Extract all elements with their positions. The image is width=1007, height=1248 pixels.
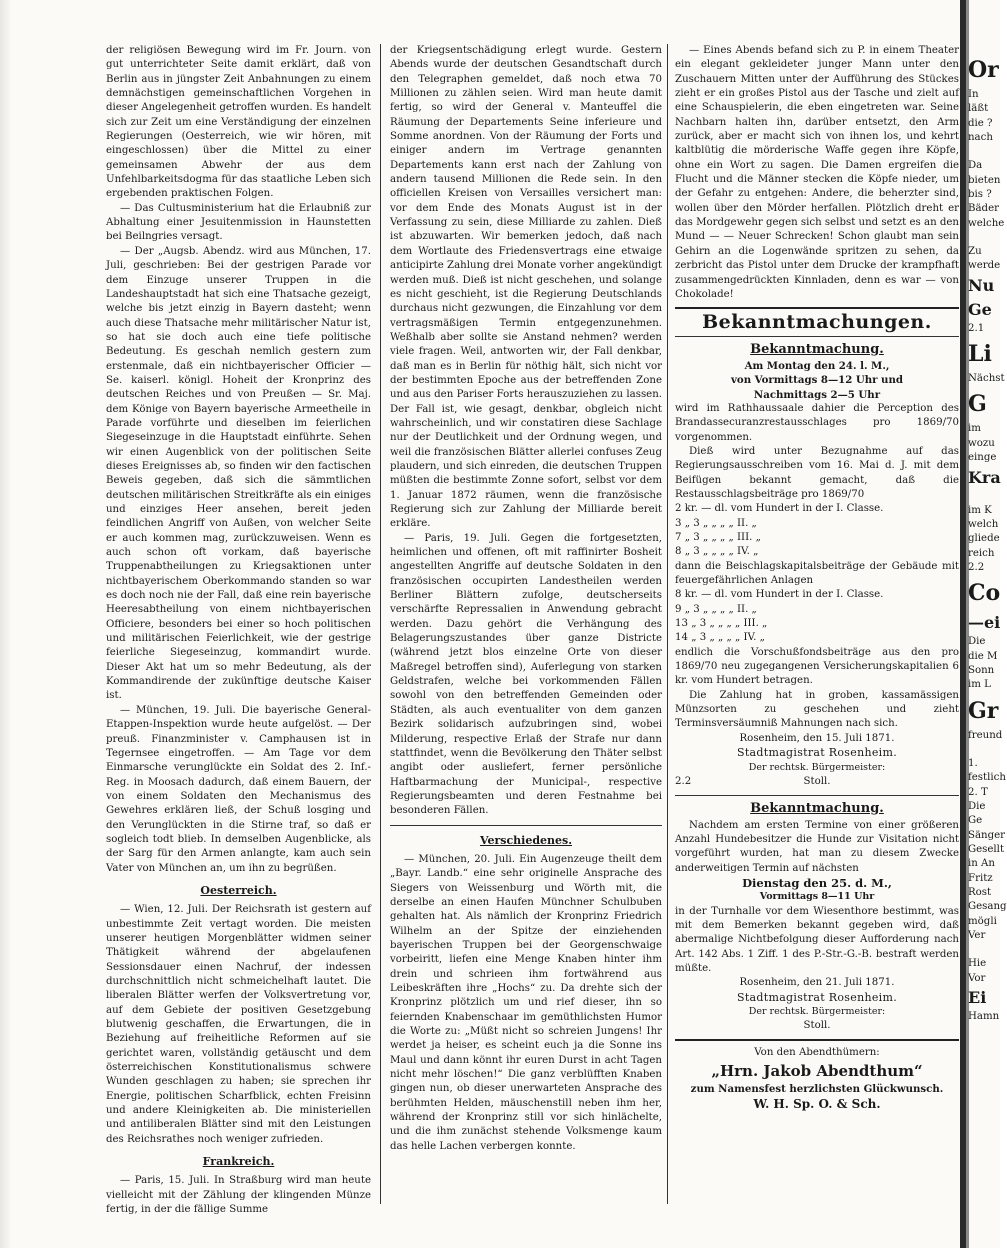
announcement-time-line: von Vormittags 8—12 Uhr und bbox=[730, 374, 903, 387]
rate-row: 2 kr. — dl. vom Hundert in der I. Classe. bbox=[675, 503, 884, 515]
rate-row: 13 „ 3 „ „ „ „ III. „ bbox=[675, 618, 768, 630]
column-divider-2 bbox=[667, 44, 668, 1204]
cutoff-text: in An bbox=[968, 858, 995, 870]
announcement-time-line-2: Nachmittags 2—5 Uhr bbox=[753, 388, 881, 401]
divider bbox=[675, 1039, 959, 1041]
rate-row: 8 „ 3 „ „ „ „ IV. „ bbox=[675, 546, 759, 558]
column-3 bbox=[675, 44, 959, 1204]
announcement-date-line: Am Montag den 24. l. M., bbox=[744, 359, 890, 372]
cutoff-text: Kra bbox=[968, 467, 1001, 487]
cutoff-text: 2.2 bbox=[968, 561, 985, 573]
cutoff-text: im L bbox=[968, 679, 991, 691]
article-munich-20-july: — München, 20. Juli. Ein Augenzeuge theilt dem „Bayr. Landb.“ eine sehr originelle Ansprache des Siegers von Weissenburg und Wörth mit, die derselbe an einen Haufen Münchner Schulbuben gehalten hat. Als nämlich der Kronprinz Friedrich Wilhelm an der Spitze der einziehenden bayerischen Truppen bei der Georgenschwaige vorbeiritt, liefen eine Menge Knaben hinter ihm drein und schrieen ihm fortwährend aus Leibeskräften ihre „Hochs“ zu. Da drehte sich der Kronprinz plötzlich um und rief dieser, ihn so feiernden Knabenschaar im gemüthlichsten Humor die Worte zu: „Müßt nicht so schreien Jungens! Ihr werdet ja heiser, es scheint euch ja die Sonne ins Maul und dann könnt ihr euren Durst in acht Tagen nicht mehr löschen!“ Die ganz verblüfften Knaben gingen nun, ob dieser unerwarteten Ansprache des berühmten Helden, mäuschenstill neben ihm her, während der Kronprinz still vor sich hinlächelte, und die ihm zunächst stehende Volksmenge kaum das helle Lachen verbergen konnte. bbox=[390, 853, 662, 1152]
article-war-indemnity: der Kriegsentschädigung erlegt wurde. Gestern Abends wurde der deutschen Gesandtschaft durch den Telegraphen gemeldet, daß noch etwa 70 Millionen zu zählen seien. Wird man heute damit fertig, so wird der General v. Manteuffel die Räumung der Departements Seine inferieure und Somme anordnen. Von der Räumung der Forts und einiger andern im Vertrage genannten Departements kann erst nach der Zahlung von andern tausend Millionen die Rede sein. In den officiellen Kreisen von Versailles versichert man: vor dem Ende des Monats August ist in der Verfassung zu sein, diese Milliarde zu zahlen. Dieß ist abzuwarten. Wir bemerken jedoch, daß nach dem Wortlaute des Friedensvertrags eine etwaige anticipirte Zahlung drei Monate vorher angekündigt werden muß. Dieß ist nicht geschehen, und solange es nicht geschieht, ist die Regierung Deutschlands durchaus nicht gezwungen, die Einzahlung vor dem vertragsmäßigen Termin entgegenzunehmen. Weßhalb aber sollte sie Anstand nehmen? werden viele fragen. Weil, antworten wir, der Fall denkbar, daß man es in Berlin für nöthig hält, sich nicht vor der bestimmten Epoche aus der betreffenden Zone und aus den Pariser Forts herauszuziehen zu lassen. Der Fall ist, wie gesagt, denkbar, obgleich nicht wahrscheinlich, und wir constatiren diese Sachlage nur der Deutlichkeit und der Ordnung wegen, und weil die französischen Blätter allerlei confuses Zeug plaudern, und sich einreden, die deutschen Truppen müßten die bestimmte Zonne sofort, selbst vor dem 1. Januar 1872 räumen, wenn die französische Regierung sich zur Zahlung der Milliarde bereit erkläre. bbox=[390, 45, 662, 530]
announcement-signature: Stadtmagistrat Rosenheim. bbox=[736, 990, 897, 1004]
cutoff-text: Gesellt bbox=[968, 844, 1005, 855]
reference-number: 2.2 bbox=[675, 775, 692, 787]
column-2 bbox=[390, 44, 662, 1204]
cutoff-text: Or bbox=[968, 57, 999, 83]
rate-row: 14 „ 3 „ „ „ „ IV. „ bbox=[675, 632, 765, 644]
cutoff-text: Gr bbox=[968, 697, 999, 724]
rate-row: 8 kr. — dl. vom Hundert in der I. Classe. bbox=[675, 589, 884, 601]
article-munich-19-july: — München, 19. Juli. Die bayerische General-Etappen-Inspektion wurde heute aufgelöst. — Der preuß. Finanzminister v. Camphausen ist in Tegernsee eingetroffen. — Am Tage vor dem Einmarsche verunglückte ein Soldat des 2. Inf.-Reg. in Moosach dadurch, daß einem Bauern, der von einem Soldaten den Mechanismus des Gewehres erklären ließ, der Schuß losging und den Verunglückten in die Stirne traf, so daß er sogleich todt blieb. In demselben Augenblicke, als der Sarg für den Armen anlangte, kam auch sein Vater von München an, um ihn zu begrüßen. bbox=[106, 704, 371, 874]
announcement-insurance bbox=[675, 343, 959, 790]
article-paris-15-july: — Paris, 15. Juli. In Straßburg wird man heute vielleicht mit der Zählung der klingenden Münze fertig, in der die fällige Summe bbox=[106, 1175, 371, 1216]
cutoff-text: welche bbox=[968, 217, 1005, 229]
greeting-message: zum Namensfest herzlichsten Glückwunsch. bbox=[690, 1083, 944, 1096]
announcements-heading: Bekanntmachungen. bbox=[702, 311, 932, 334]
cutoff-text: Nächst bbox=[968, 373, 1005, 385]
announcement-body: Dieß wird unter Bezugnahme auf das Regierungsausschreiben vom 16. Mai d. J. mit dem Beifügen bekannt gemacht, daß die Restausschlagsbeiträge pro 1869/70 bbox=[675, 445, 959, 500]
cutoff-text: 2. T bbox=[968, 786, 988, 798]
article-theater-anecdote: — Eines Abends befand sich zu P. in einem Theater ein elegant gekleideter junger Mann unter den Zuschauern Mitten unter der Aufführung des Stückes zieht er ein großes Pistol aus der Tasche und zielt auf eine Schauspielerin, die eben eingetreten war. Seine Nachbarn halten ihn, darüber entsetzt, den Arm zurück, aber er macht sich von ihnen los, und kehrt kaltblütig die mörderische Waffe gegen ihre Köpfe, ohne ein Wort zu sagen. Die Damen ergreifen die Flucht und die Männer stecken die Köpfe nieder, um der Gefahr zu entgehen: Andere, die beherzter sind, wollen über den Mörder herfallen. Plötzlich dreht er das Mordgewehr gegen sich selbst und setzt es an den Mund — — Neuer Schrecken! Schon glaubt man sein Gehirn an die Logenwände spritzen zu sehen, da zerbricht das Pistol unter dem Drucke der krampfhaft zusammengedrückten Kinnladen, denn es war — von Chokolade! bbox=[675, 45, 959, 300]
cutoff-text: Vor bbox=[968, 972, 986, 984]
cutoff-text: bieten bbox=[968, 174, 1001, 186]
cutoff-text: läßt bbox=[968, 103, 989, 115]
divider bbox=[675, 307, 959, 309]
announcement-body: wird im Rathhaussaale dahier die Perception des Brandassecuranzrestausschlages pro 1869/70 vorgenommen. bbox=[675, 402, 959, 443]
announcement-body: endlich die Vorschußfondsbeiträge aus den pro 1869/70 neu zugegangenen Versicherungskapitalien 6 kr. vom Hundert betragen. bbox=[675, 646, 959, 687]
cutoff-text: Ei bbox=[968, 988, 987, 1008]
cutoff-text: In bbox=[968, 89, 979, 100]
rate-row: 3 „ 3 „ „ „ „ II. „ bbox=[675, 517, 757, 529]
cutoff-text: im K bbox=[968, 504, 992, 516]
announcement-role: Der rechtsk. Bürgermeister: bbox=[748, 1006, 886, 1017]
article-religious-movement: der religiösen Bewegung wird im Fr. Journ. von gut unterrichteter Seite damit erklärt, daß von Berlin aus in jüngster Zeit Anbahnungen zu einem demnächstigen gemeinschaftlichen Vorgehen in dieser Angelegenheit getroffen wurden. Es handelt sich zur Zeit um eine Verständigung der einzelnen Regierungen (Oesterreich, wie wir hören, mit eingeschlossen) über die Mittel zu einer gemeinsamen Abwehr der aus dem Unfehlbarkeitsdogma für das staatliche Leben sich ergebenden praktischen Folgen. bbox=[106, 45, 371, 200]
announcement-date: Rosenheim, den 15. Juli 1871. bbox=[739, 732, 895, 744]
cutoff-text: Zu bbox=[968, 246, 982, 258]
greeting-recipient: „Hrn. Jakob Abendthum“ bbox=[711, 1062, 923, 1081]
cutoff-text: die M bbox=[968, 650, 998, 662]
cutoff-text: Co bbox=[968, 580, 1001, 607]
cutoff-text: Rost bbox=[968, 887, 992, 899]
mayor-name: Stoll. bbox=[803, 775, 831, 787]
cutoff-text: Li bbox=[968, 341, 992, 368]
cutoff-text: 2.1 bbox=[968, 322, 985, 334]
cutoff-text: Sänger bbox=[968, 829, 1006, 841]
greeting-notice bbox=[675, 1046, 959, 1111]
announcement-time-line: Vormittags 8—11 Uhr bbox=[759, 891, 875, 903]
announcement-date: Rosenheim, den 21. Juli 1871. bbox=[739, 977, 895, 989]
cutoff-text: G bbox=[968, 391, 987, 418]
cutoff-text: Die bbox=[968, 800, 986, 812]
rate-row: 7 „ 3 „ „ „ „ III. „ bbox=[675, 532, 761, 543]
announcement-signature: Stadtmagistrat Rosenheim. bbox=[736, 746, 897, 760]
cutoff-text: Ge bbox=[968, 299, 992, 319]
cutoff-text: einge bbox=[968, 452, 997, 464]
cutoff-text: Sonn bbox=[968, 664, 995, 676]
announcement-title: Bekanntmachung. bbox=[750, 801, 884, 817]
cutoff-text: nach bbox=[968, 132, 993, 144]
section-heading-france: Frankreich. bbox=[202, 1155, 275, 1169]
cutoff-text: mögli bbox=[968, 915, 997, 927]
article-paris-19-july: — Paris, 19. Juli. Gegen die fortgesetzten, heimlichen und offenen, oft mit raffinirter Bosheit angestellten Angriffe auf deutsche Soldaten in den französischen occupirten Landestheilen werden Berliner Blättern zufolge, deutscherseits verschärfte Repressalien in Anwendung gebracht werden. Dazu gehört die Verhängung des Belagerungszustandes über ganze Districte (während jetzt blos einzelne Orte von dieser Maßregel betroffen sind), Auferlegung von starken Geldstrafen, welche bei vorkommenden Fällen sowohl von den betreffenden Gemeinden oder Städten, als auch eventualiter von dem ganzen Bezirk solidarisch aufzubringen sind, wobei Milderung, respective Erlaß der Strafe nur dann stattfindet, wenn die Bevölkerung den Thäter selbst angibt oder ausliefert, ferner persönliche Haftbarmachung der Municipal-, respective Regierungsbeamten und deren Festnahme bei besonderen Fällen. bbox=[390, 532, 662, 817]
divider bbox=[675, 795, 959, 796]
column-divider-1 bbox=[380, 44, 381, 1204]
article-vienna-reichsrath: — Wien, 12. Juli. Der Reichsrath ist gestern auf unbestimmte Zeit vertagt worden. Die meisten unserer heutigen Morgenblätter widmen seiner Thätigkeit während der abgelaufenen Sessionsdauer einen Nachruf, der indessen durchschnittlich nicht schmeichelhaft lautet. Die liberalen Blätter werfen der Volksvertretung vor, auf dem Gebiete der positiven Gesetzgebung blutwenig geschaffen, die Erwartungen, die in Beziehung auf freiheitliche Reformen auf sie gerichtet waren, vollständig getäuscht und dem österreichischen Konstitutionalismus schwere Wunden geschlagen zu haben; sie sprechen ihr Energie, politischen Scharfblick, echten Freisinn und andere Kleinigkeiten ab. Die ministeriellen und antiliberalen Blätter sind mit den Leistungen des Reichsrathes noch weniger zufrieden. bbox=[106, 904, 371, 1145]
cutoff-text: Hamn bbox=[968, 1011, 1000, 1023]
cutoff-text: —ei bbox=[968, 613, 1001, 633]
greeting-senders: Von den Abendthümern: bbox=[754, 1046, 880, 1058]
rate-row: 9 „ 3 „ „ „ „ II. „ bbox=[675, 603, 757, 615]
cutoff-text: welch bbox=[968, 518, 999, 530]
cutoff-text: Da bbox=[968, 160, 983, 172]
cutoff-text: Die bbox=[968, 636, 986, 648]
cutoff-text: Fritz bbox=[968, 872, 993, 884]
cutoff-text: gliede bbox=[968, 533, 1000, 545]
section-heading-austria: Oesterreich. bbox=[200, 883, 277, 897]
cutoff-text: festlich bbox=[968, 772, 1006, 784]
announcement-body: Nachdem am ersten Termine von einer größeren Anzahl Hundebesitzer die Hunde zur Visitation nicht vorgeführt wurden, hat man zu diesem Zwecke anderweitigen Termin auf nächsten bbox=[675, 819, 959, 874]
divider bbox=[390, 825, 662, 826]
cutoff-text: Hie bbox=[968, 958, 987, 970]
cutoff-text: 1. bbox=[968, 757, 978, 769]
announcement-date-line: Dienstag den 25. d. M., bbox=[742, 875, 892, 890]
column-4-cutoff bbox=[968, 52, 1007, 1212]
cutoff-text: im bbox=[968, 423, 981, 435]
cutoff-text: Bäder bbox=[968, 203, 999, 215]
page-edge-shadow bbox=[0, 0, 12, 1248]
cutoff-text: bis ? bbox=[968, 189, 992, 201]
announcement-role: Der rechtsk. Bürgermeister: bbox=[748, 761, 886, 773]
announcement-body: dann die Beischlagskapitalsbeiträge der Gebäude mit feuergefährlichen Anlagen bbox=[675, 560, 959, 587]
article-cultus-ministry: — Das Cultusministerium hat die Erlaubniß zur Abhaltung einer Jesuitenmission in Haunstetten bei Beilngries versagt. bbox=[106, 202, 371, 243]
cutoff-text: reich bbox=[968, 547, 995, 559]
announcement-title: Bekanntmachung. bbox=[750, 341, 884, 357]
cutoff-text: werde bbox=[968, 260, 1001, 272]
divider bbox=[675, 336, 959, 337]
cutoff-text: Gesang bbox=[968, 901, 1007, 913]
cutoff-text: wozu bbox=[968, 437, 995, 449]
cutoff-text: Nu bbox=[968, 275, 995, 295]
cutoff-text: Ver bbox=[968, 930, 986, 942]
cutoff-text: die ? bbox=[968, 117, 993, 129]
announcement-body: Die Zahlung hat in groben, kassamässigen Münzsorten zu geschehen und zieht Terminsversäumniß Mahnungen nach sich. bbox=[675, 689, 959, 730]
mayor-name: Stoll. bbox=[803, 1020, 831, 1032]
section-heading-miscellaneous: Verschiedenes. bbox=[479, 833, 573, 847]
announcement-dogs bbox=[675, 802, 959, 1034]
column-1 bbox=[106, 44, 371, 1216]
greeting-signature: W. H. Sp. O. & Sch. bbox=[753, 1096, 881, 1111]
announcement-body: in der Turnhalle vor dem Wiesenthore bestimmt, was mit dem Bemerken bekannt gegeben wird, daß abermalige Nichtbefolgung dieser Aufforderung nach Art. 142 Abs. 1 Ziff. 1 des P.-Str.-G.-B. bestraft werden müßte. bbox=[675, 905, 959, 974]
article-augsburg-parade: — Der „Augsb. Abendz. wird aus München, 17. Juli, geschrieben: Bei der gestrigen Parade vor dem Einzuge unserer Truppen in die Landeshauptstadt hat sich eine Thatsache gezeigt, welche bis jetzt einzig in Bayern dasteht; wenn auch diese Thatsache mehr militärischer Natur ist, so hat sie doch auch eine tiefe politische Bedeutung. Es geschah nemlich gestern zum erstenmale, daß ein nichtbayerischer Officier — Se. kaiserl. königl. Hoheit der Kronprinz des deutschen Reiches und von Preußen — Sr. Maj. dem Könige von Bayern bayerische Armeetheile in Parade vorführte und dieselben im feierlichen Siegeseinzuge in die Hauptstadt einführte. Sehen wir einen Augenblick von der politischen Seite dieses Ereignisses ab, so finden wir den factischen Beweis gegeben, daß sich die sämmtlichen deutschen militärischen Streitkräfte als ein einiges und einziges Heer ansehen, bereit jeden feindlichen Angriff von Außen, von welcher Seite er auch kommen mag, zurückzuweisen. Wenn es auch schon oft vorkam, daß bayerische Truppenabtheilungen zu Kriegsaktionen unter nichtbayerischem Oberkommando standen so war es doch noch nie der Fall, daß eine rein bayerische Heeresabtheilung von einem nichtbayerischen Officiere, besonders bei einer so hoch politischen und militärischen Feierlichkeit, wie der gestrige feierliche Siegeseinzug, kommandirt wurde. Dieser Akt hat um so mehr Bedeutung, als der Kommandirende der zukünftige deutsche Kaiser ist. bbox=[106, 245, 371, 702]
cutoff-text: Ge bbox=[968, 815, 983, 827]
cutoff-text: freund bbox=[968, 729, 1003, 741]
announcement-name bbox=[675, 775, 959, 789]
